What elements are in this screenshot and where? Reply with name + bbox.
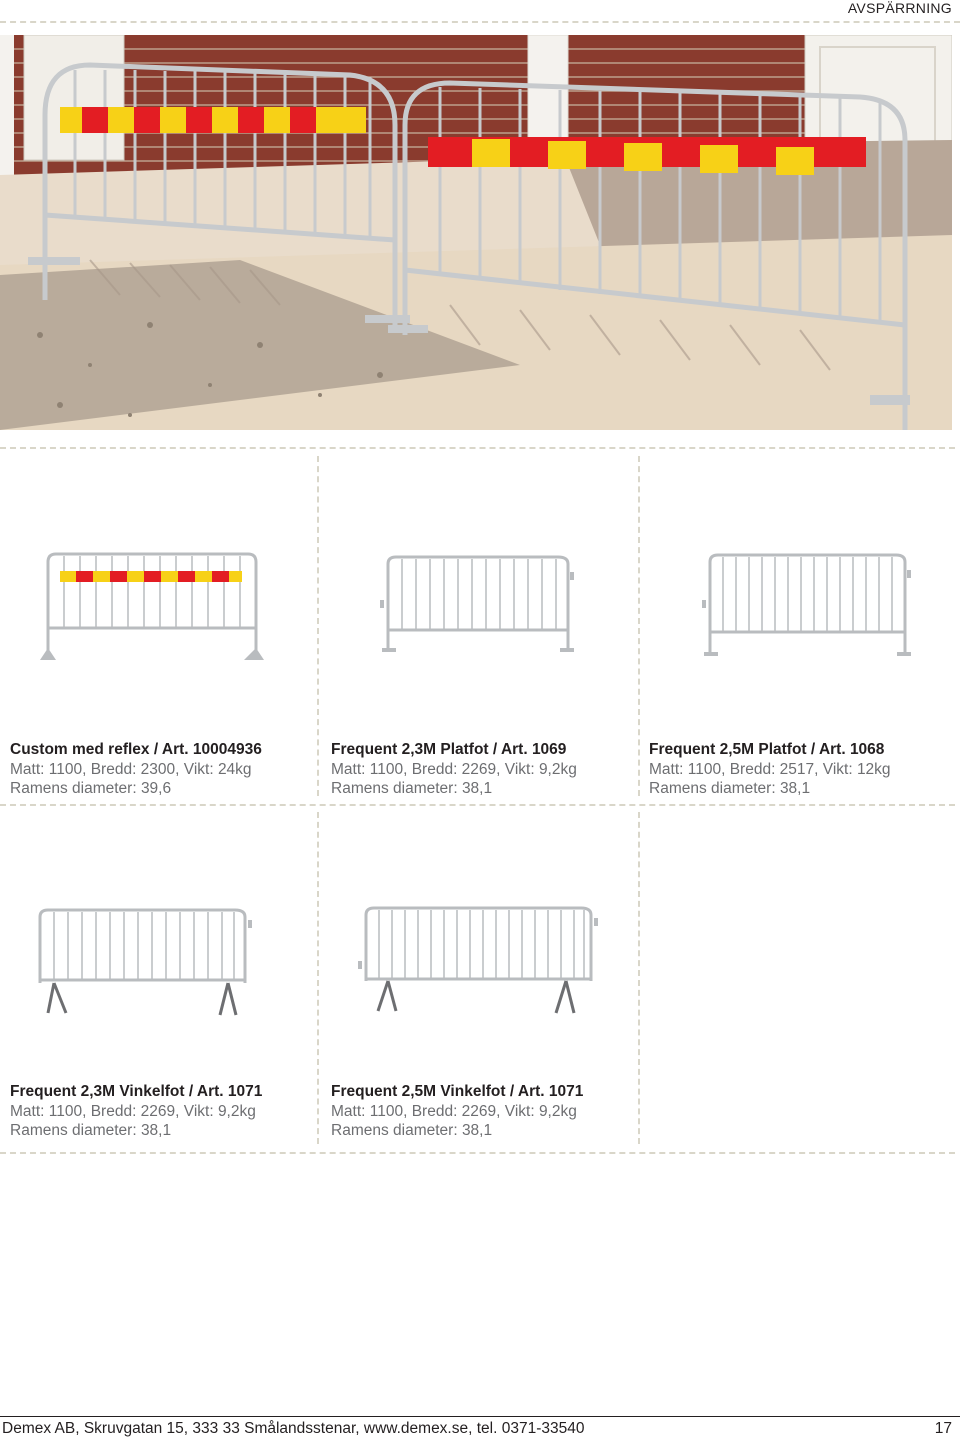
product-title: Frequent 2,5M Vinkelfot / Art. 1071 [331, 1083, 584, 1100]
product-caption [331, 740, 577, 799]
reflex-stripe-1 [60, 107, 366, 133]
product-diameter: Ramens diameter: 38,1 [649, 780, 811, 797]
product-image-frequent-25-platfot [700, 550, 915, 660]
product-diameter: Ramens diameter: 38,1 [10, 1122, 172, 1139]
product-image-frequent-25-vinkelfot [356, 903, 601, 1018]
hero-illustration [0, 35, 952, 430]
product-caption [10, 1082, 262, 1141]
grid-column-divider [317, 812, 319, 1144]
hero-photo [0, 35, 952, 430]
grid-divider-middle [0, 804, 955, 806]
grid-divider-bottom [0, 1152, 955, 1154]
product-title: Frequent 2,5M Platfot / Art. 1068 [649, 741, 885, 758]
product-dimensions: Matt: 1100, Bredd: 2300, Vikt: 24kg [10, 760, 252, 778]
header-divider [0, 21, 960, 23]
page-footer [0, 1416, 960, 1437]
product-image-frequent-23-platfot [378, 552, 578, 657]
product-caption [10, 740, 262, 799]
product-image-custom-reflex [38, 548, 268, 663]
product-caption [649, 740, 891, 799]
product-diameter: Ramens diameter: 38,1 [331, 780, 493, 797]
grid-column-divider [638, 456, 640, 796]
product-diameter: Ramens diameter: 39,6 [10, 780, 172, 797]
grid-column-divider [638, 812, 640, 1144]
product-image-frequent-23-vinkelfot [30, 905, 260, 1020]
product-title: Frequent 2,3M Vinkelfot / Art. 1071 [10, 1083, 263, 1100]
product-dimensions: Matt: 1100, Bredd: 2269, Vikt: 9,2kg [331, 760, 577, 778]
product-dimensions: Matt: 1100, Bredd: 2269, Vikt: 9,2kg [10, 1102, 256, 1120]
grid-divider-top [0, 447, 955, 449]
product-caption [331, 1082, 583, 1141]
product-diameter: Ramens diameter: 38,1 [331, 1122, 493, 1139]
product-dimensions: Matt: 1100, Bredd: 2269, Vikt: 9,2kg [331, 1102, 577, 1120]
footer-divider [0, 1416, 960, 1417]
section-label: AVSPÄRRNING [847, 0, 952, 16]
product-title: Custom med reflex / Art. 10004936 [10, 741, 262, 758]
grid-column-divider [317, 456, 319, 796]
product-title: Frequent 2,3M Platfot / Art. 1069 [331, 741, 567, 758]
page-number: 17 [934, 1420, 952, 1437]
footer-contact: Demex AB, Skruvgatan 15, 333 33 Smålandsstenar, www.demex.se, tel. 0371-33540 [2, 1420, 585, 1437]
product-dimensions: Matt: 1100, Bredd: 2517, Vikt: 12kg [649, 760, 891, 778]
